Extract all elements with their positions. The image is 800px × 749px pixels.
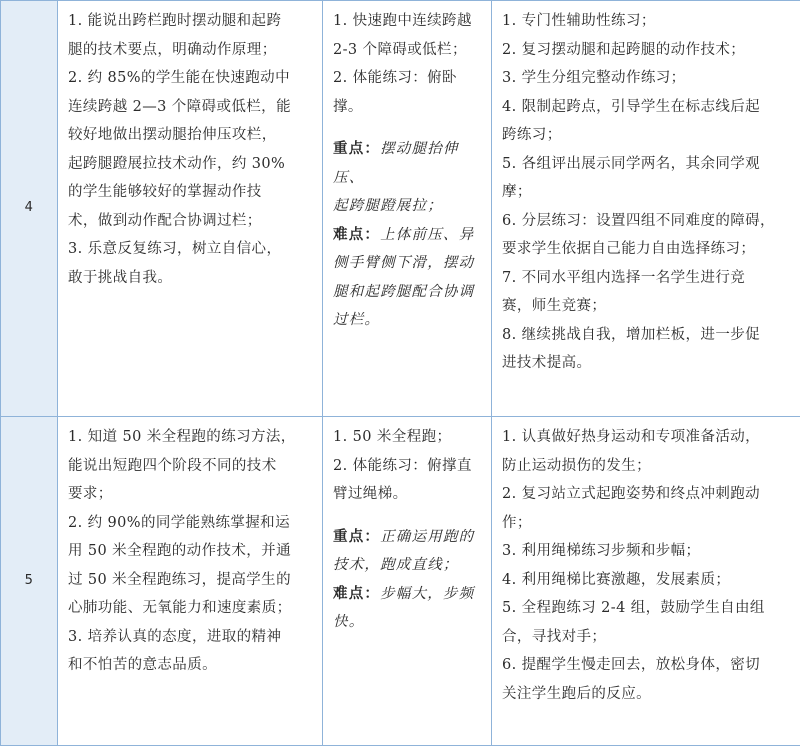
goal-line: 敢于挑战自我。 xyxy=(68,269,173,286)
difficulty-text: 上体前压、异 xyxy=(380,226,475,243)
key-point-text: 正确运用跑的 xyxy=(380,528,475,545)
method-line: 6. 分层练习：设置四组不同难度的障碍， xyxy=(502,212,775,229)
method-line: 2. 复习摆动腿和起跨腿的动作技术； xyxy=(502,41,746,58)
method-line: 8. 继续挑战自我，增加栏板，进一步促 xyxy=(502,326,761,343)
goal-line: 1. 能说出跨栏跑时摆动腿和起跨 xyxy=(68,13,282,29)
difficulty-line xyxy=(333,221,483,250)
spacer xyxy=(333,121,483,135)
content-line: 2. 体能练习：俯卧撑。 xyxy=(333,70,457,115)
goal-line: 1. 知道 50 米全程跑的练习方法， xyxy=(68,429,296,445)
method-line: 进技术提高。 xyxy=(502,355,592,371)
key-point-text: 起跨腿蹬展拉； xyxy=(333,198,443,214)
method-line: 要求学生依据自己能力自由选择练习； xyxy=(502,241,756,257)
content-line: 2-3 个障碍或低栏； xyxy=(333,41,467,58)
method-line: 5. 各组评出展示同学两名，其余同学观 xyxy=(502,155,761,172)
key-point-text: 摆动腿抬伸压、 xyxy=(333,141,459,186)
goal-line: 较好地做出摆动腿抬伸压攻栏， xyxy=(68,127,277,143)
method-line: 2. 复习站立式起跑姿势和终点冲刺跑动 xyxy=(502,486,761,502)
method-line: 1. 专门性辅助性练习； xyxy=(502,13,656,29)
lesson-number: 4 xyxy=(1,1,58,417)
content-line: 臂过绳梯。 xyxy=(333,486,408,502)
method-line: 赛，师生竞赛； xyxy=(502,298,607,314)
difficulty-text: 腿和起跨腿配合协调 xyxy=(333,283,475,300)
goal-line: 起跨腿蹬展拉技术动作，约 30% xyxy=(68,155,286,172)
key-point-label: 重点： xyxy=(333,140,381,157)
method-line: 4. 利用绳梯比赛激趣，发展素质； xyxy=(502,571,731,588)
method-line: 1. 认真做好热身运动和专项准备活动， xyxy=(502,429,761,445)
spacer xyxy=(333,509,483,523)
content-line: 2. 体能练习：俯撑直 xyxy=(333,457,472,474)
table-row xyxy=(1,417,800,746)
content-line: 1. 快速跑中连续跨越 xyxy=(333,13,472,29)
goal-line: 过 50 米全程跑练习，提高学生的 xyxy=(68,571,291,588)
method-line: 7. 不同水平组内选择一名学生进行竞 xyxy=(502,269,746,286)
teaching-methods-cell xyxy=(492,417,800,746)
goal-line: 的学生能够较好的掌握动作技 xyxy=(68,184,262,200)
method-line: 合，寻找对手； xyxy=(502,628,607,645)
goal-line: 连续跨越 2—3 个障碍或低栏，能 xyxy=(68,98,291,115)
difficulty-label: 难点： xyxy=(333,225,381,243)
goal-line: 和不怕苦的意志品质。 xyxy=(68,657,217,673)
method-line: 防止运动损伤的发生； xyxy=(502,457,651,474)
goal-line: 2. 约 85%的学生能在快速跑动中 xyxy=(68,70,290,86)
key-point-label: 重点： xyxy=(333,527,381,545)
learning-goals-cell xyxy=(58,1,323,417)
difficulty-label: 难点： xyxy=(333,584,381,602)
teaching-content-cell xyxy=(323,417,492,746)
goal-line: 3. 乐意反复练习，树立自信心， xyxy=(68,241,282,257)
difficulty-text: 快。 xyxy=(333,614,365,630)
method-line: 3. 利用绳梯练习步频和步幅； xyxy=(502,543,701,559)
method-line: 作； xyxy=(502,514,532,531)
key-point-text: 技术，跑成直线； xyxy=(333,557,459,573)
teaching-methods-cell xyxy=(492,1,800,417)
method-line: 摩； xyxy=(502,184,532,200)
learning-goals-cell xyxy=(58,417,323,746)
goal-line: 2. 约 90%的同学能熟练掌握和运 xyxy=(68,514,290,531)
lesson-number: 5 xyxy=(1,417,58,746)
key-point-line xyxy=(333,135,483,192)
teaching-content-cell xyxy=(323,1,492,417)
difficulty-text: 过栏。 xyxy=(333,312,381,328)
table-row xyxy=(1,1,800,417)
goal-line: 腿的技术要点，明确动作原理； xyxy=(68,41,277,58)
content-line: 1. 50 米全程跑； xyxy=(333,429,452,445)
goal-line: 3. 培养认真的态度，进取的精神 xyxy=(68,628,282,645)
key-point-line xyxy=(333,523,483,552)
goal-line: 术，做到动作配合协调过栏； xyxy=(68,212,262,229)
goal-line: 能说出短跑四个阶段不同的技术 xyxy=(68,457,277,474)
method-line: 4. 限制起跨点，引导学生在标志线后起 xyxy=(502,98,761,115)
method-line: 关注学生跑后的反应。 xyxy=(502,685,651,702)
method-line: 跨练习； xyxy=(502,127,562,143)
difficulty-text: 步幅大，步频 xyxy=(380,585,475,602)
method-line: 6. 提醒学生慢走回去，放松身体，密切 xyxy=(502,657,761,673)
goal-line: 要求； xyxy=(68,486,113,502)
method-line: 3. 学生分组完整动作练习； xyxy=(502,70,686,86)
difficulty-text: 侧手臂侧下滑，摆动 xyxy=(333,255,475,271)
difficulty-line xyxy=(333,580,483,609)
goal-line: 用 50 米全程跑的动作技术，并通 xyxy=(68,543,291,559)
method-line: 5. 全程跑练习 2-4 组，鼓励学生自由组 xyxy=(502,600,765,616)
goal-line: 心肺功能、无氧能力和速度素质； xyxy=(68,600,292,616)
